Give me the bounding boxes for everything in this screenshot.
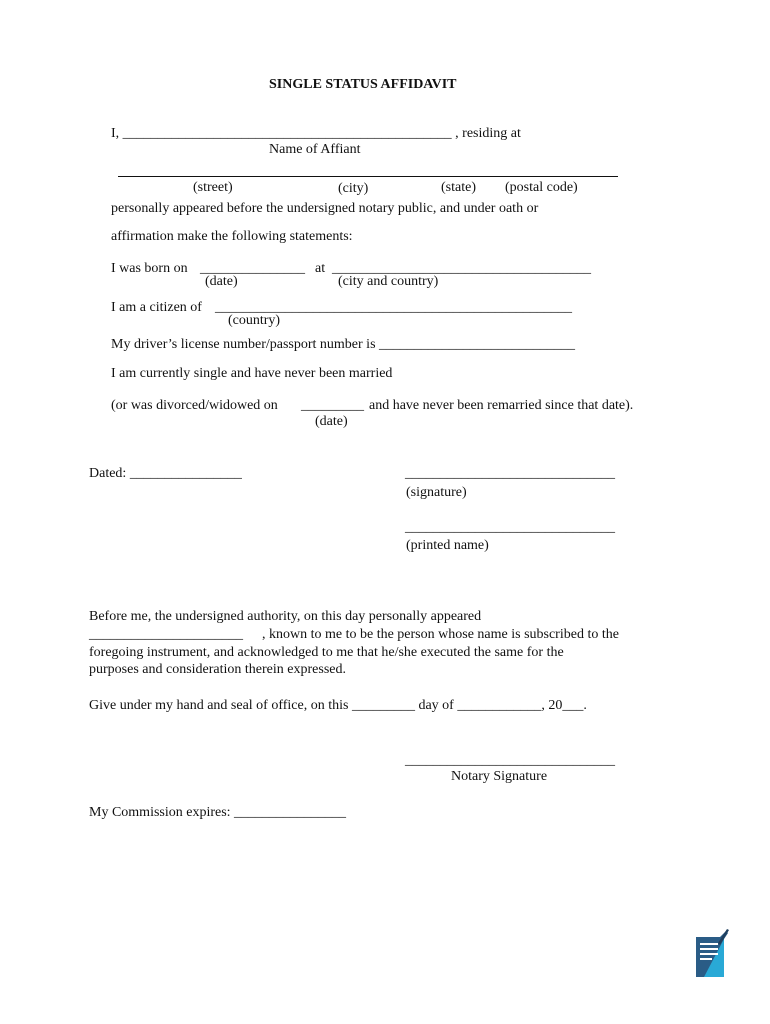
postal-code-caption: (postal code) (505, 180, 578, 195)
address-underline (118, 176, 618, 177)
notary-signature-blank: ______________________________ (405, 753, 615, 768)
dated-line: Dated: ________________ (89, 466, 242, 481)
printed-name-caption: (printed name) (406, 538, 489, 553)
notary-line-1: Before me, the undersigned authority, on this day personally appeared (89, 609, 482, 624)
citizen-label: I am a citizen of (111, 300, 202, 315)
given-under-hand-line: Give under my hand and seal of office, on this _________ day of ____________, 20___. (89, 698, 587, 713)
printed-name-blank: ______________________________ (405, 520, 615, 535)
divorced-date-caption: (date) (315, 414, 348, 429)
notary-line-4: purposes and consideration therein expressed. (89, 662, 346, 677)
divorced-label: (or was divorced/widowed on (111, 398, 278, 413)
signature-caption: (signature) (406, 485, 467, 500)
notary-signature-caption: Notary Signature (451, 769, 548, 784)
born-place-blank: _____________________________________ (332, 261, 591, 276)
license-line: My driver’s license number/passport number is ____________________________ (111, 337, 576, 352)
born-label: I was born on (111, 261, 188, 276)
divorced-rest: and have never been remarried since that date). (369, 398, 634, 413)
notary-line-2: , known to me to be the person whose name is subscribed to the (262, 627, 619, 642)
citizen-caption: (country) (228, 313, 281, 328)
appeared-line: personally appeared before the undersigned notary public, and under oath or (111, 201, 539, 216)
born-date-caption: (date) (205, 274, 238, 289)
affiant-name-caption: Name of Affiant (269, 142, 361, 157)
divorced-date-blank: _________ (301, 398, 364, 413)
document-pen-icon (694, 927, 730, 983)
born-at-label: at (315, 261, 326, 276)
notary-name-blank: ______________________ (89, 627, 243, 642)
single-status-line: I am currently single and have never been married (111, 366, 393, 381)
signature-blank: ______________________________ (405, 466, 615, 481)
notary-line-3: foregoing instrument, and acknowledged to me that he/she executed the same for the (89, 645, 564, 660)
affirmation-line: affirmation make the following statements: (111, 229, 353, 244)
born-place-caption: (city and country) (338, 274, 439, 289)
street-caption: (street) (193, 180, 233, 195)
document-title: SINGLE STATUS AFFIDAVIT (269, 77, 457, 92)
affiant-intro-line: I, _______________________________________________ , residing at (111, 126, 521, 141)
state-caption: (state) (441, 180, 476, 195)
city-caption: (city) (338, 181, 369, 196)
born-date-blank: _______________ (200, 261, 305, 276)
commission-expires-line: My Commission expires: ________________ (89, 805, 347, 820)
citizen-blank: ___________________________________________________ (215, 300, 572, 315)
